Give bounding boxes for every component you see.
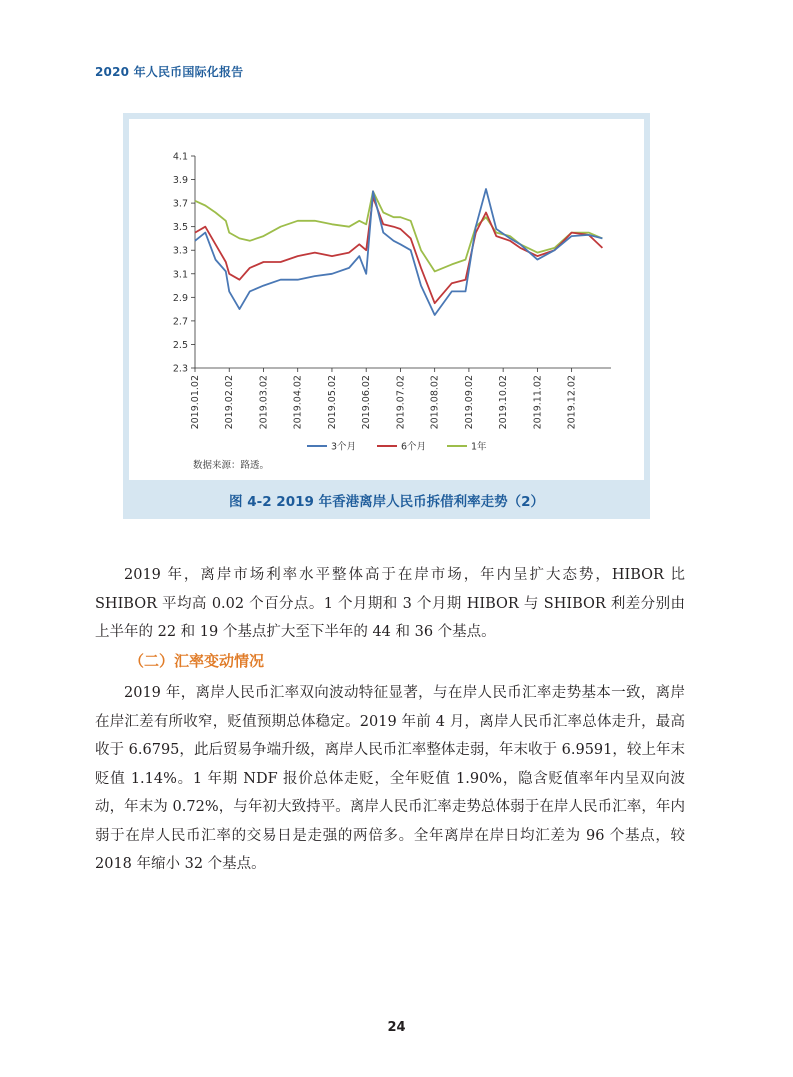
- y-tick-label: 2.3: [172, 363, 188, 375]
- paragraph-interest-rate: 2019 年，离岸市场利率水平整体高于在岸市场，年内呈扩大态势，HIBOR 比 SHIBOR 平均高 0.02 个百分点。1 个月期和 3 个月期 HIBOR 与 SHIBOR 利差分别由上半年的 22 和 19 个基点扩大至下半年的 44 和 36 个基点。: [95, 567, 685, 640]
- y-tick-label: 3.5: [172, 222, 188, 234]
- x-axis: [190, 368, 611, 429]
- y-tick-label: 3.3: [172, 245, 188, 257]
- figure-caption: 图 4-2 2019 年香港离岸人民币拆借利率走势（2）: [229, 494, 544, 510]
- legend-label: 6个月: [401, 441, 427, 453]
- y-tick-label: 2.5: [172, 339, 188, 351]
- running-header: 2020 年人民币国际化报告: [95, 65, 244, 79]
- legend-label: 1年: [471, 441, 487, 453]
- x-tick-label: 2019.02.02: [224, 375, 236, 430]
- series-line-6个月: [195, 197, 602, 303]
- legend-label: 3个月: [331, 441, 357, 453]
- y-tick-label: 4.1: [172, 151, 188, 163]
- x-tick-label: 2019.04.02: [292, 375, 304, 430]
- chart-legend: [307, 441, 487, 453]
- y-axis: [173, 152, 195, 375]
- y-tick-label: 3.9: [172, 175, 188, 187]
- x-tick-label: 2019.03.02: [258, 375, 270, 430]
- y-tick-label: 2.7: [172, 316, 188, 328]
- x-tick-label: 2019.07.02: [395, 375, 407, 430]
- x-tick-label: 2019.11.02: [532, 375, 544, 430]
- x-tick-label: 2019.01.02: [190, 375, 201, 430]
- x-tick-label: 2019.06.02: [361, 375, 373, 430]
- source-note: 数据来源：路透。: [193, 460, 270, 471]
- paragraph-exchange-rate: 2019 年，离岸人民币汇率双向波动特征显著，与在岸人民币汇率走势基本一致，离岸在岸汇差有所收窄，贬值预期总体稳定。2019 年前 4 月，离岸人民币汇率总体走升，最高收于 6.6795，此后贸易争端升级，离岸人民币汇率整体走弱，年末收于 6.9591，较上年末贬值 1.14%。1 年期 NDF 报价总体走贬，全年贬值 1.90%，隐含贬值率年内呈双向波动，年末为 0.72%，与年初大致持平。离岸人民币汇率走势总体弱于在岸人民币汇率，年内弱于在岸人民币汇率的交易日是走强的两倍多。全年离岸在岸日均汇差为 96 个基点，较 2018 年缩小 32 个基点。: [95, 685, 685, 872]
- figure-panel: [123, 113, 650, 519]
- x-tick-label: 2019.10.02: [498, 375, 510, 430]
- series-line-1年: [195, 191, 602, 271]
- y-tick-label: 3.1: [172, 269, 188, 281]
- y-tick-label: 3.7: [172, 198, 188, 210]
- section-heading: （二）汇率变动情况: [129, 652, 265, 670]
- rate-line-chart: [129, 119, 644, 480]
- x-tick-label: 2019.08.02: [429, 375, 441, 430]
- x-tick-label: 2019.05.02: [326, 375, 338, 430]
- x-tick-label: 2019.12.02: [566, 375, 578, 430]
- y-tick-label: 2.9: [172, 292, 188, 304]
- x-tick-label: 2019.09.02: [463, 375, 475, 430]
- series-lines: [195, 189, 602, 315]
- chart-area: [129, 119, 644, 480]
- page-number: 24: [387, 1020, 406, 1035]
